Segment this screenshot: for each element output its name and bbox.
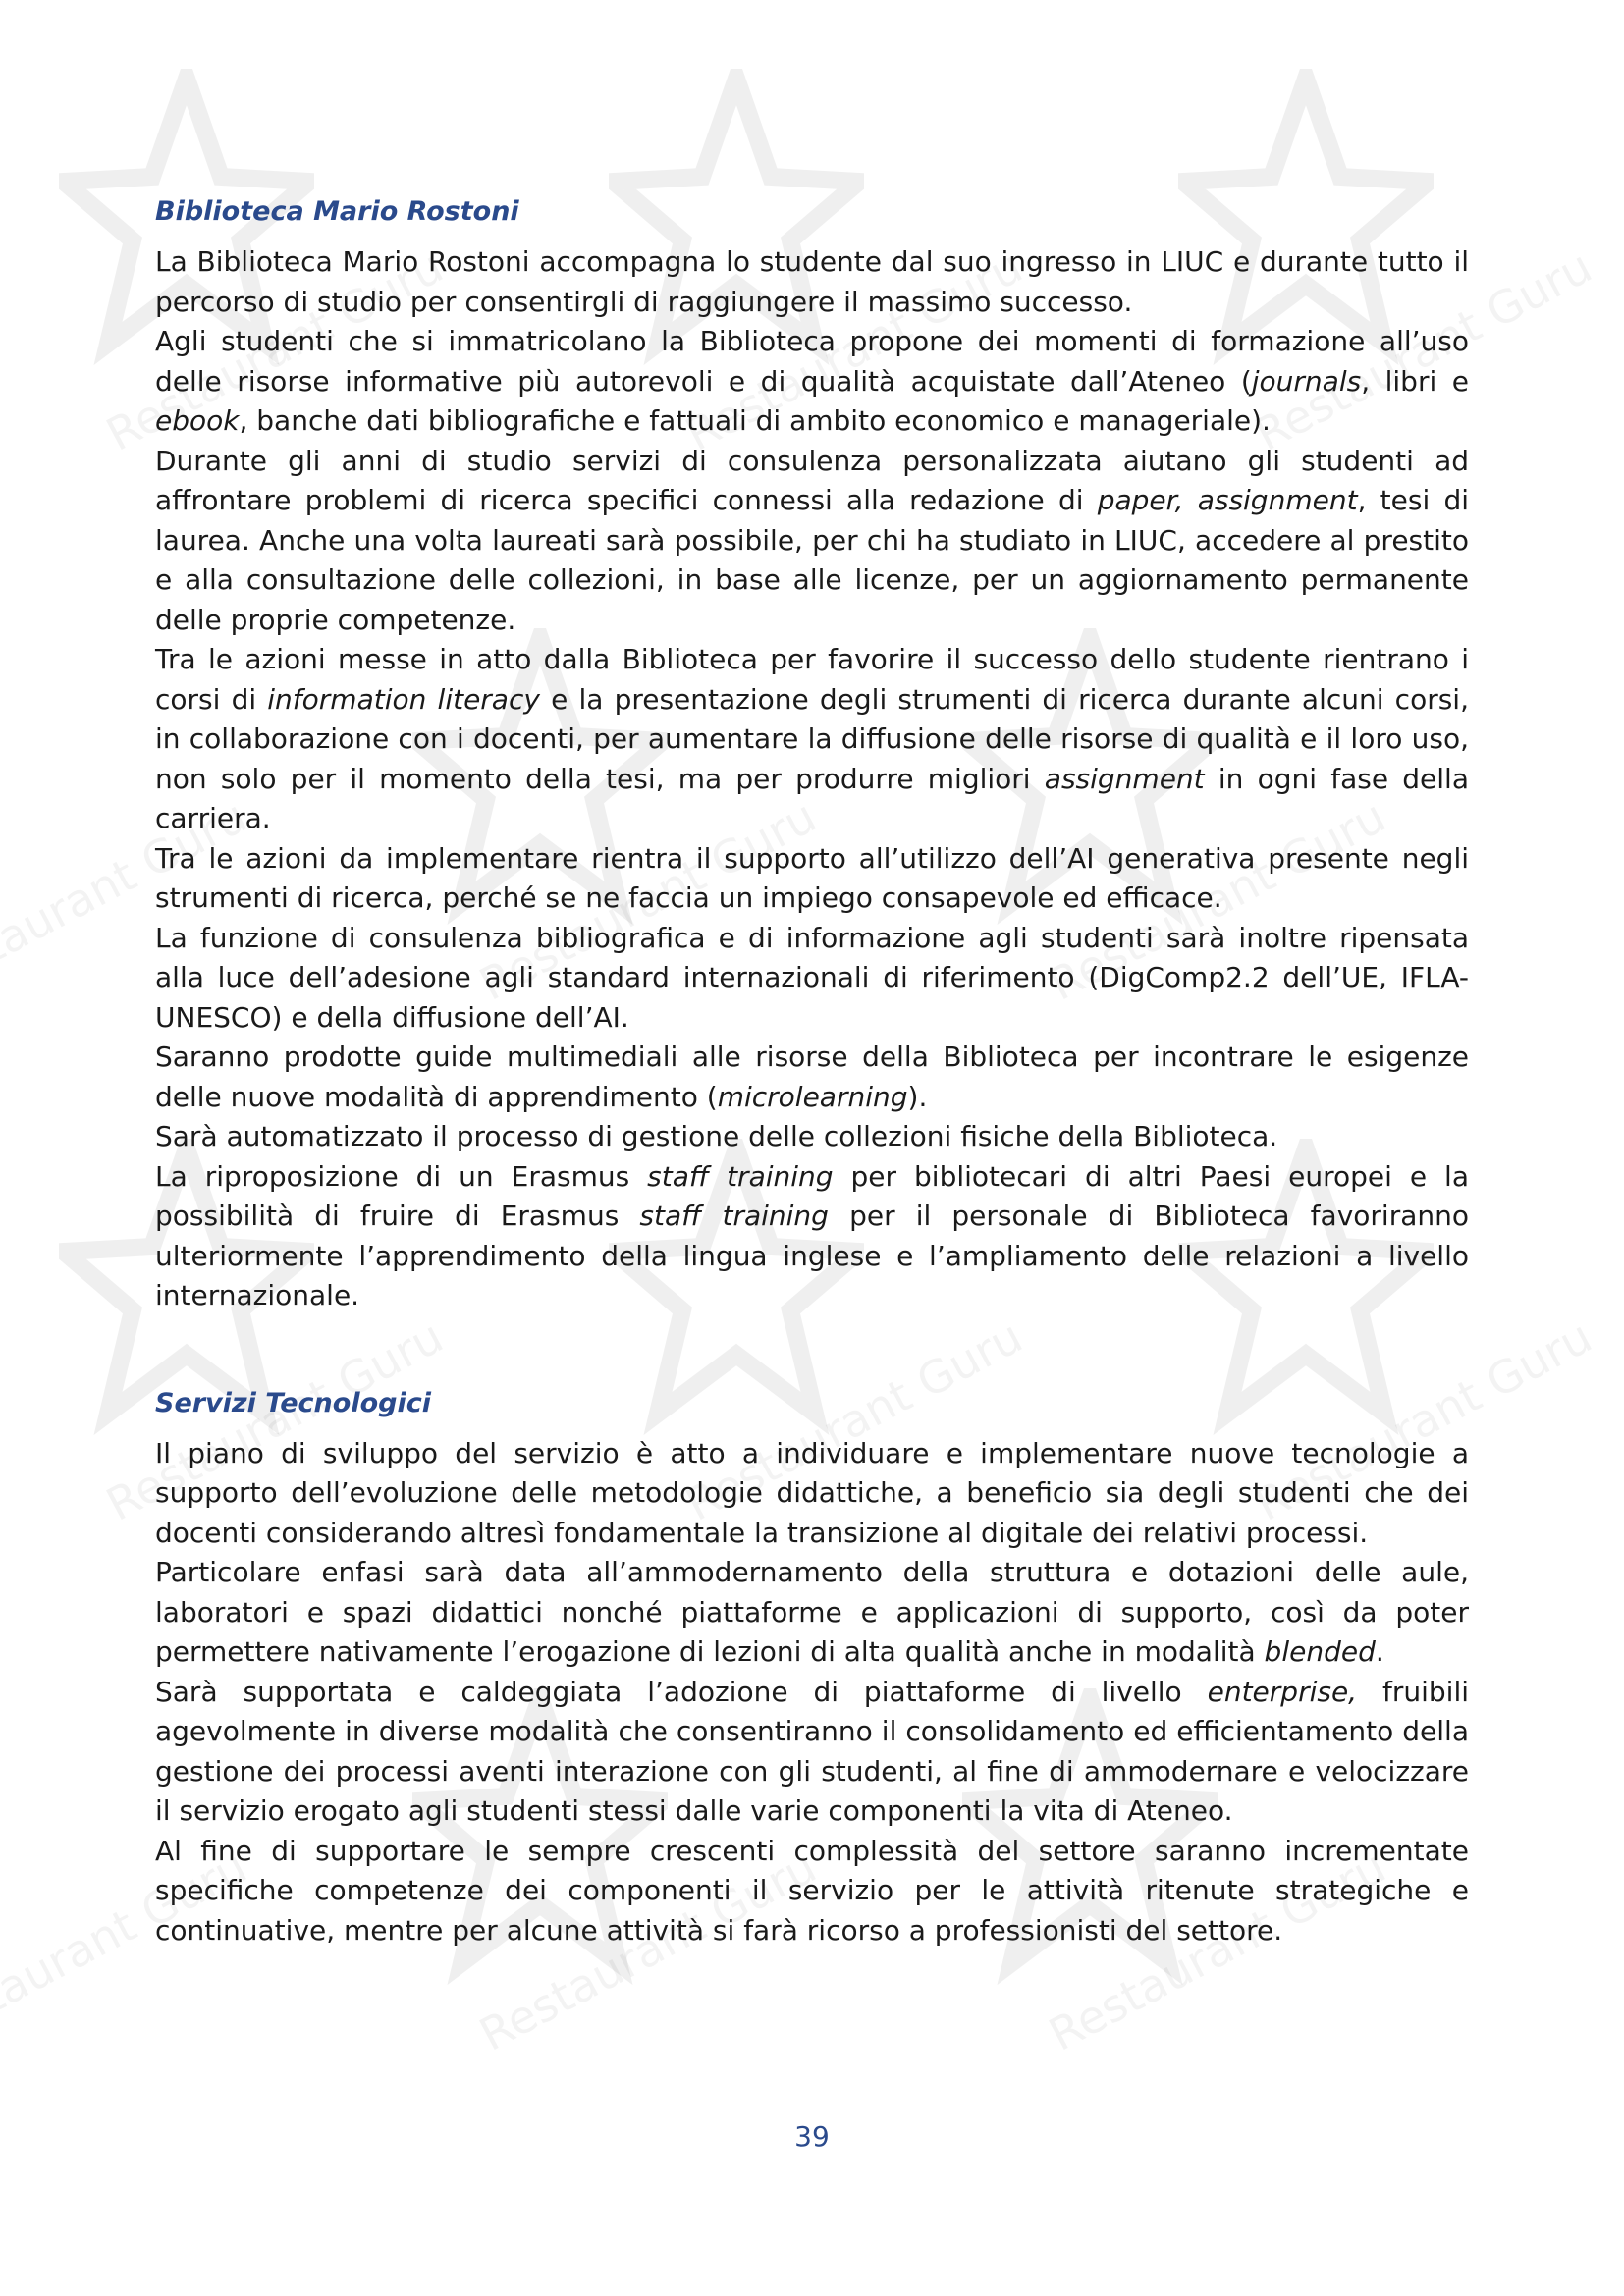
- paragraph-text: in ogni fase della carriera.: [155, 762, 1469, 834]
- section-title: Servizi Tecnologici: [155, 1387, 431, 1418]
- paragraph-text: La riproposizione di un Erasmus: [155, 1159, 648, 1193]
- paragraph-text: Saranno prodotte guide multimediali alle risorse della Biblioteca per incontrare le esigenze delle nuove modalità di apprendimento (: [155, 1041, 1469, 1113]
- paragraph-text: .: [1375, 1635, 1384, 1668]
- section-title: Biblioteca Mario Rostoni: [155, 196, 519, 227]
- italic-term: blended: [1264, 1635, 1376, 1668]
- paragraph-text: , tesi di laurea. Anche una volta laureati sarà possibile, per chi ha studiato in LIUC, accedere al prestito e alla consultazione delle collezioni, in base alle licenze, per un aggiornamento permanente delle proprie competenze.: [155, 484, 1469, 636]
- paragraph-text: Il piano di sviluppo del servizio è atto a individuare e implementare nuove tecnologie a supporto dell’evoluzione delle metodologie didattiche, a beneficio sia degli studenti che dei docenti considerando altresì fondamentale la transizione al digitale dei relativi processi.: [155, 1436, 1469, 1549]
- page-number: 39: [794, 2120, 830, 2153]
- paragraph-text: e la presentazione degli strumenti di ricerca durante alcuni corsi, in collaborazione con i docenti, per aumentare la diffusione delle risorse di qualità e il loro uso, non solo per il momento della tesi, ma per produrre migliori: [155, 682, 1469, 795]
- italic-term: enterprise,: [1207, 1675, 1358, 1708]
- italic-term: journals: [1251, 364, 1362, 398]
- paragraph-text: , banche dati bibliografiche e fattuali di ambito economico e manageriale).: [239, 404, 1271, 437]
- paragraph-text: ).: [907, 1080, 928, 1113]
- paragraph: [155, 1117, 1469, 1157]
- paragraph-text: , libri e: [1361, 364, 1469, 398]
- paragraph: [155, 919, 1469, 1039]
- paragraph-text: Tra le azioni messe in atto dalla Biblioteca per favorire il successo dello studente rientrano i corsi di: [155, 643, 1469, 716]
- paragraph: [155, 1832, 1469, 1951]
- paragraph-text: per bibliotecari di altri Paesi europei e la possibilità di fruire di Erasmus: [155, 1159, 1469, 1232]
- italic-term: staff training: [639, 1200, 829, 1232]
- section-paragraphs: [155, 1434, 1469, 1951]
- paragraph-text: La Biblioteca Mario Rostoni accompagna lo studente dal suo ingresso in LIUC e durante tutto il percorso di studio per consentirgli di raggiungere il massimo successo.: [155, 245, 1469, 318]
- section-paragraphs: [155, 242, 1469, 1316]
- paragraph: [155, 322, 1469, 442]
- italic-term: paper, assignment: [1097, 484, 1358, 516]
- paragraph-text: Sarà automatizzato il processo di gestione delle collezioni fisiche della Biblioteca.: [155, 1120, 1278, 1152]
- paragraph: [155, 1434, 1469, 1554]
- paragraph: [155, 839, 1469, 919]
- paragraph-text: La funzione di consulenza bibliografica e di informazione agli studenti sarà inoltre ripensata alla luce dell’adesione agli standard internazionali di riferimento (DigComp2.2 dell’UE, IFLA-UNESCO) e della diffusione dell’AI.: [155, 921, 1469, 1034]
- paragraph: [155, 640, 1469, 839]
- paragraph-text: per il personale di Biblioteca favoriranno ulteriormente l’apprendimento della lingua inglese e l’ampliamento delle relazioni a livello internazionale.: [155, 1200, 1469, 1311]
- section-spacer: [155, 1316, 1469, 1384]
- paragraph-text: fruibili agevolmente in diverse modalità che consentiranno il consolidamento ed efficientamento della gestione dei processi aventi interazione con gli studenti, al fine di ammodernare e velocizzare il servizio erogato agli studenti stessi dalle varie componenti la vita di Ateneo.: [155, 1675, 1469, 1827]
- italic-term: information literacy: [267, 682, 540, 716]
- paragraph-text: Al fine di supportare le sempre crescenti complessità del settore saranno incrementate specifiche competenze dei componenti il servizio per le attività ritenute strategiche e continuative, mentre per alcune attività si farà ricorso a professionisti del settore.: [155, 1834, 1469, 1947]
- paragraph: [155, 1038, 1469, 1117]
- paragraph: [155, 1673, 1469, 1832]
- paragraph-text: Particolare enfasi sarà data all’ammodernamento della struttura e dotazioni delle aule, laboratori e spazi didattici nonché piattaforme e applicazioni di supporto, così da poter permettere nativamente l’erogazione di lezioni di alta qualità anche in modalità: [155, 1556, 1469, 1668]
- document-body: [155, 192, 1469, 1950]
- italic-term: ebook: [155, 404, 240, 437]
- paragraph: [155, 442, 1469, 641]
- paragraph: [155, 1553, 1469, 1673]
- italic-term: assignment: [1044, 762, 1205, 795]
- paragraph-text: Durante gli anni di studio servizi di consulenza personalizzata aiutano gli studenti ad affrontare problemi di ricerca specifici connessi alla redazione di: [155, 444, 1469, 516]
- paragraph-text: Tra le azioni da implementare rientra il supporto all’utilizzo dell’AI generativa presente negli strumenti di ricerca, perché se ne faccia un impiego consapevole ed efficace.: [155, 841, 1469, 914]
- paragraph-text: Agli studenti che si immatricolano la Biblioteca propone dei momenti di formazione all’uso delle risorse informative più autorevoli e di qualità acquistate dall’Ateneo (: [155, 325, 1469, 398]
- paragraph: [155, 242, 1469, 322]
- section-servizi-tecnologici: [155, 1384, 1469, 1951]
- italic-term: staff training: [647, 1159, 834, 1193]
- paragraph: [155, 1157, 1469, 1316]
- italic-term: microlearning: [717, 1080, 908, 1113]
- paragraph-text: Sarà supportata e caldeggiata l’adozione di piattaforme di livello: [155, 1675, 1208, 1708]
- section-biblioteca: [155, 192, 1469, 1316]
